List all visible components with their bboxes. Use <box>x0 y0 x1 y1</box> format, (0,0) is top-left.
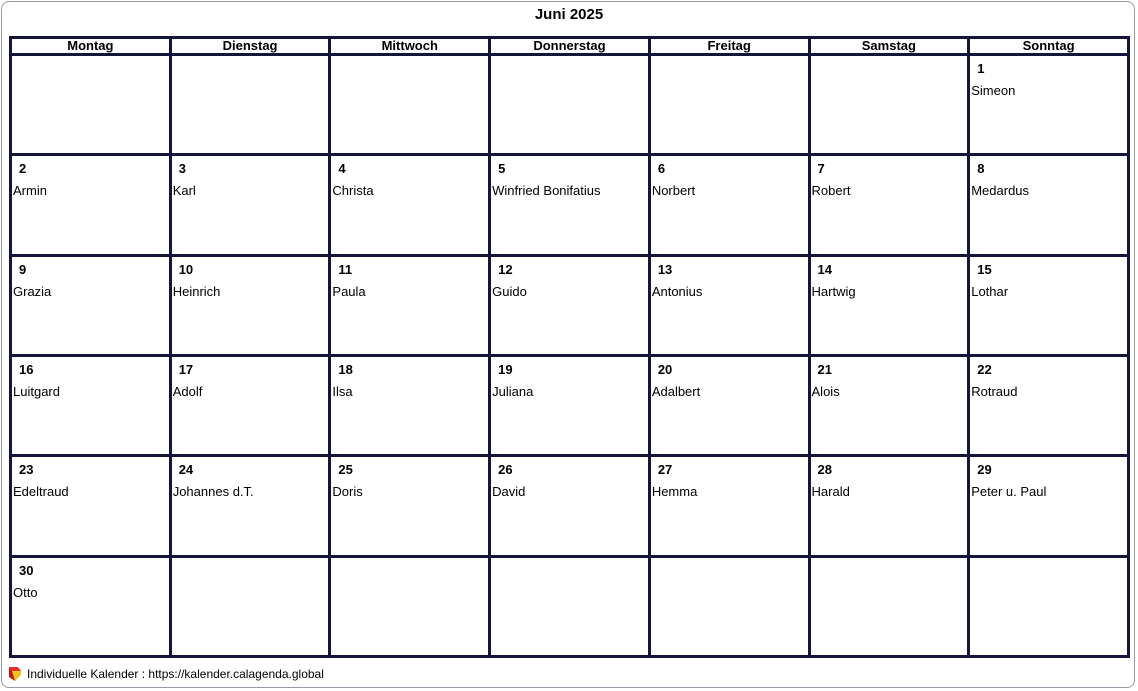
name-day: Winfried Bonifatius <box>492 183 601 199</box>
day-cell <box>330 155 490 255</box>
day-cell <box>809 355 969 455</box>
name-day: Ilsa <box>332 383 353 399</box>
calendar-logo-icon <box>9 667 21 681</box>
empty-day-cell <box>170 55 330 155</box>
name-day: Luitgard <box>13 383 60 399</box>
name-day: Edeltraud <box>13 484 69 500</box>
day-number: 19 <box>498 361 513 377</box>
day-number: 3 <box>178 161 186 177</box>
name-day: Karl <box>172 183 196 199</box>
name-day: Juliana <box>492 383 534 399</box>
day-cell <box>11 155 171 255</box>
footer <box>9 667 324 681</box>
week-row <box>11 55 1129 155</box>
name-day: Peter u. Paul <box>971 484 1047 500</box>
name-day: Simeon <box>971 83 1016 98</box>
day-cell <box>969 155 1129 255</box>
day-cell <box>11 556 171 656</box>
day-number: 18 <box>338 361 353 377</box>
week-row <box>11 556 1129 656</box>
day-number: 21 <box>817 361 832 377</box>
empty-day-cell <box>490 55 650 155</box>
day-cell <box>649 456 809 556</box>
name-day: Guido <box>492 283 527 299</box>
name-day: Otto <box>13 584 38 600</box>
name-day: Paula <box>332 283 366 299</box>
name-day: Christa <box>332 183 374 199</box>
day-cell <box>490 456 650 556</box>
day-cell <box>649 255 809 355</box>
name-day: Rotraud <box>971 383 1018 399</box>
day-cell <box>11 456 171 556</box>
empty-day-cell <box>649 55 809 155</box>
day-number: 22 <box>977 361 992 377</box>
day-cell <box>330 255 490 355</box>
name-day: Antonius <box>651 283 703 299</box>
name-day: Johannes d.T. <box>172 484 254 500</box>
day-cell <box>969 456 1129 556</box>
day-cell <box>170 456 330 556</box>
day-number: 2 <box>19 161 27 177</box>
day-number: 25 <box>338 462 353 478</box>
calendar-title: Juni 2025 <box>534 6 604 23</box>
day-number: 7 <box>817 161 825 177</box>
name-day: Norbert <box>651 183 696 199</box>
name-day: Alois <box>811 383 840 399</box>
empty-day-cell <box>969 556 1129 656</box>
day-number: 15 <box>977 261 992 277</box>
day-number: 29 <box>977 462 992 478</box>
week-row <box>11 155 1129 255</box>
day-number: 1 <box>977 61 985 76</box>
day-cell <box>809 255 969 355</box>
day-number: 28 <box>817 462 832 478</box>
day-cell <box>490 155 650 255</box>
weekday-header: Mittwoch <box>330 38 490 55</box>
day-number: 14 <box>817 261 832 277</box>
day-cell <box>11 355 171 455</box>
name-day: Medardus <box>971 183 1030 199</box>
calendar-grid <box>9 36 1130 658</box>
day-cell <box>490 255 650 355</box>
name-day: Harald <box>811 484 850 500</box>
day-cell <box>330 456 490 556</box>
day-number: 24 <box>178 462 194 478</box>
day-number: 10 <box>178 261 194 277</box>
day-number: 13 <box>657 261 673 277</box>
day-number: 8 <box>977 161 985 177</box>
name-day: Doris <box>332 484 363 500</box>
day-cell <box>490 355 650 455</box>
day-cell <box>649 355 809 455</box>
weekday-header: Samstag <box>809 38 969 55</box>
name-day: Adolf <box>172 383 203 399</box>
empty-day-cell <box>330 556 490 656</box>
day-cell <box>170 155 330 255</box>
day-cell <box>969 355 1129 455</box>
weekday-header-row <box>11 38 1129 55</box>
day-number: 23 <box>19 462 34 478</box>
day-number: 16 <box>19 361 34 377</box>
name-day: Adalbert <box>651 383 701 399</box>
weekday-header: Montag <box>11 38 171 55</box>
day-cell <box>170 355 330 455</box>
day-number: 27 <box>657 462 673 478</box>
weekday-header: Donnerstag <box>490 38 650 55</box>
day-cell <box>649 155 809 255</box>
name-day: Robert <box>811 183 851 199</box>
day-cell <box>809 456 969 556</box>
day-cell <box>809 155 969 255</box>
week-row <box>11 355 1129 455</box>
day-number: 17 <box>178 361 194 377</box>
day-number: 26 <box>498 462 513 478</box>
weekday-header: Sonntag <box>969 38 1129 55</box>
name-day: Lothar <box>971 283 1009 299</box>
footer-text: Individuelle Kalender : https://kalender.calagenda.global <box>27 667 324 681</box>
name-day: Heinrich <box>172 283 221 299</box>
day-cell <box>969 255 1129 355</box>
weekday-header: Freitag <box>649 38 809 55</box>
day-number: 4 <box>338 161 346 177</box>
week-row <box>11 456 1129 556</box>
day-number: 11 <box>338 261 353 277</box>
day-cell <box>11 255 171 355</box>
weekday-header: Dienstag <box>170 38 330 55</box>
name-day: Armin <box>13 183 47 199</box>
empty-day-cell <box>809 55 969 155</box>
day-cell <box>969 55 1129 155</box>
name-day: Hartwig <box>811 283 856 299</box>
day-cell <box>330 355 490 455</box>
day-number: 6 <box>657 161 666 177</box>
empty-day-cell <box>330 55 490 155</box>
day-number: 30 <box>19 562 34 578</box>
empty-day-cell <box>809 556 969 656</box>
empty-day-cell <box>170 556 330 656</box>
day-number: 12 <box>498 261 513 277</box>
name-day: David <box>492 484 526 500</box>
day-cell <box>170 255 330 355</box>
week-row <box>11 255 1129 355</box>
empty-day-cell <box>649 556 809 656</box>
day-number: 9 <box>19 261 27 277</box>
day-number: 5 <box>498 161 506 177</box>
name-day: Grazia <box>13 283 52 299</box>
day-number: 20 <box>657 361 673 377</box>
empty-day-cell <box>11 55 171 155</box>
empty-day-cell <box>490 556 650 656</box>
name-day: Hemma <box>651 484 698 500</box>
